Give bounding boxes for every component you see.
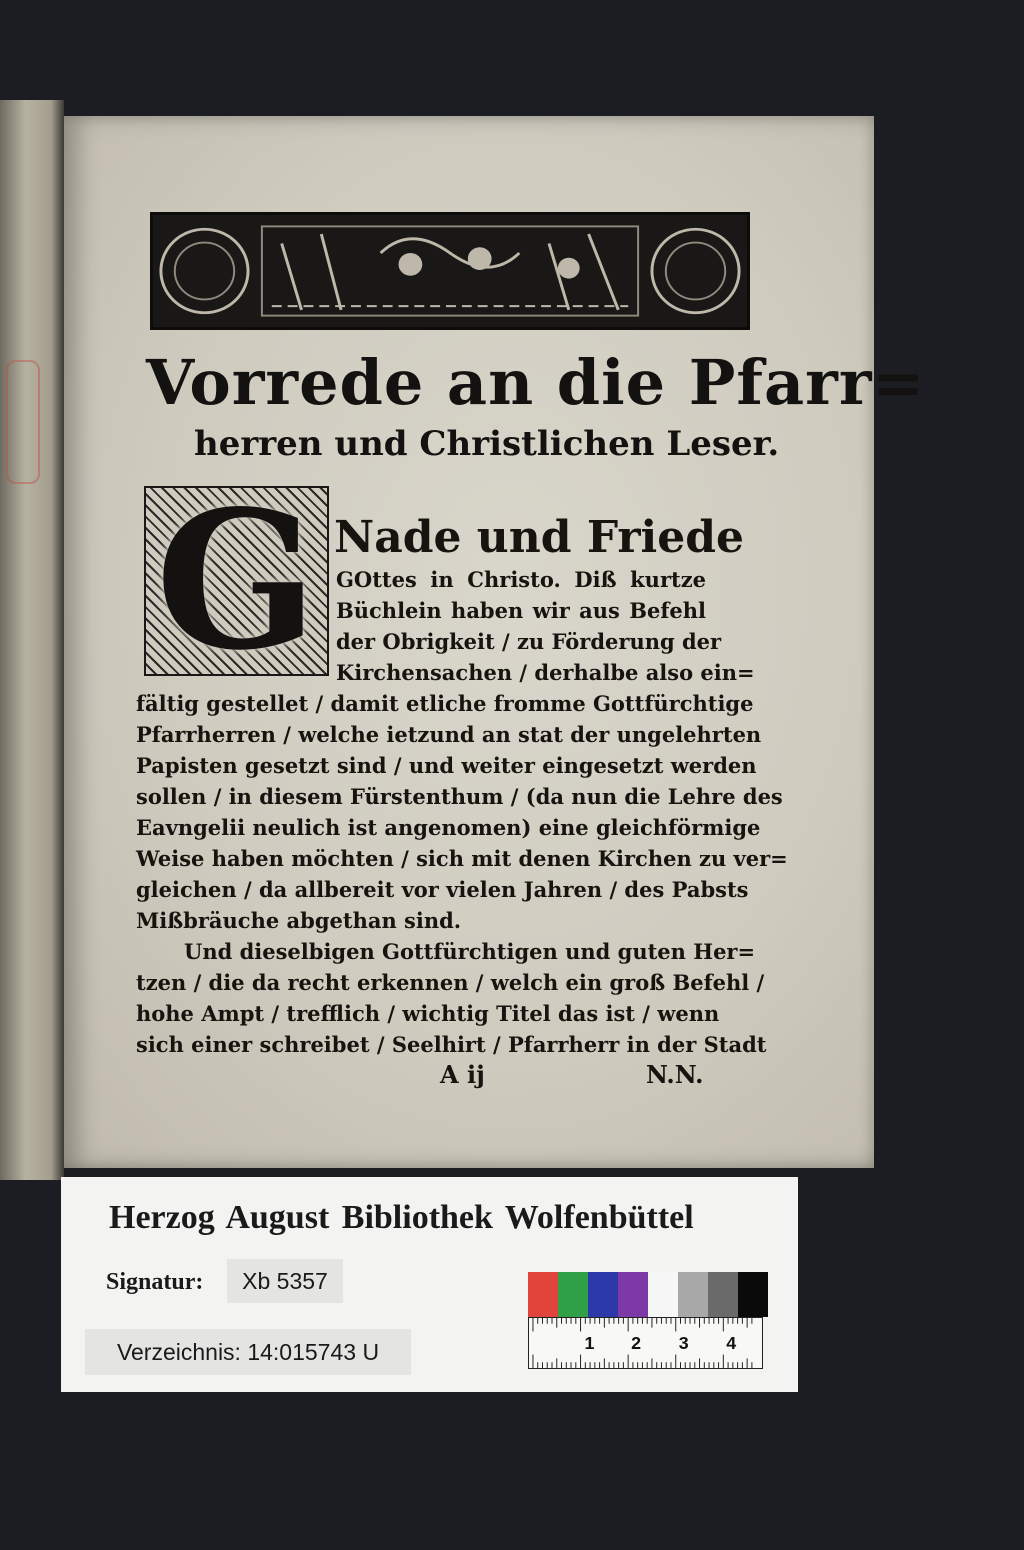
body-line: fältig gestellet / damit etliche fromme Gottfürchtige bbox=[136, 691, 754, 716]
body-line: Eavngelii neulich ist angenomen) eine gleichförmige bbox=[136, 815, 761, 840]
catchword: N.N. bbox=[646, 1060, 704, 1089]
swatch-purple bbox=[618, 1272, 648, 1317]
heading-line-2: herren und Christlichen Leser. bbox=[194, 424, 780, 464]
initial-letter: G bbox=[155, 469, 318, 692]
body-line: GOttes in Christo. Diß kurtze bbox=[336, 567, 706, 592]
body-line: hohe Ampt / trefflich / wichtig Titel das ist / wenn bbox=[136, 1001, 720, 1026]
body-line: der Obrigkeit / zu Förderung der bbox=[336, 629, 722, 654]
body-line: Kirchensachen / derhalbe also ein= bbox=[336, 660, 755, 685]
color-calibration-strip bbox=[528, 1272, 768, 1317]
body-line: Und dieselbigen Gottfürchtigen und guten Her= bbox=[184, 939, 756, 964]
body-line: Büchlein haben wir aus Befehl bbox=[336, 598, 706, 623]
ruler-number-2: 2 bbox=[631, 1333, 642, 1353]
ruler-number-1: 1 bbox=[584, 1333, 595, 1353]
swatch-light-gray bbox=[678, 1272, 708, 1317]
ruler-number-3: 3 bbox=[678, 1333, 689, 1353]
library-label bbox=[61, 1177, 798, 1392]
verzeichnis-value: Verzeichnis: 14:015743 U bbox=[85, 1329, 411, 1375]
body-line: tzen / die da recht erkennen / welch ein groß Befehl / bbox=[136, 970, 765, 995]
scale-ruler bbox=[528, 1317, 763, 1369]
library-name: Herzog August Bibliothek Wolfenbüttel bbox=[109, 1199, 694, 1236]
first-text-line: Nade und Friede bbox=[334, 512, 744, 563]
decorated-initial bbox=[144, 469, 329, 692]
signatur-value: Xb 5357 bbox=[227, 1259, 343, 1303]
body-line: Weise haben möchten / sich mit denen Kirchen zu ver= bbox=[136, 846, 788, 871]
swatch-white bbox=[648, 1272, 678, 1317]
body-line: Mißbräuche abgethan sind. bbox=[136, 908, 462, 933]
signature-mark: A ij bbox=[440, 1060, 485, 1089]
ruler-number-4: 4 bbox=[726, 1333, 737, 1353]
heading-line-1: Vorrede an die Pfarr= bbox=[146, 346, 926, 419]
swatch-green bbox=[558, 1272, 588, 1317]
swatch-blue bbox=[588, 1272, 618, 1317]
signatur-label: Signatur: bbox=[106, 1269, 204, 1295]
body-line: sollen / in diesem Fürstenthum / (da nun die Lehre des bbox=[136, 784, 783, 809]
left-page-edge bbox=[0, 100, 64, 1180]
body-line: gleichen / da allbereit vor vielen Jahren / des Pabsts bbox=[136, 877, 749, 902]
library-stamp bbox=[6, 360, 40, 484]
swatch-black bbox=[738, 1272, 768, 1317]
swatch-red bbox=[528, 1272, 558, 1317]
swatch-dark-gray bbox=[708, 1272, 738, 1317]
body-line: sich einer schreibet / Seelhirt / Pfarrherr in der Stadt bbox=[136, 1032, 767, 1057]
body-line: Pfarrherren / welche ietzund an stat der ungelehrten bbox=[136, 722, 762, 747]
woodcut-header-ornament bbox=[150, 212, 750, 330]
book-page bbox=[64, 116, 926, 1168]
body-line: Papisten gesetzt sind / und weiter eingesetzt werden bbox=[136, 753, 757, 778]
